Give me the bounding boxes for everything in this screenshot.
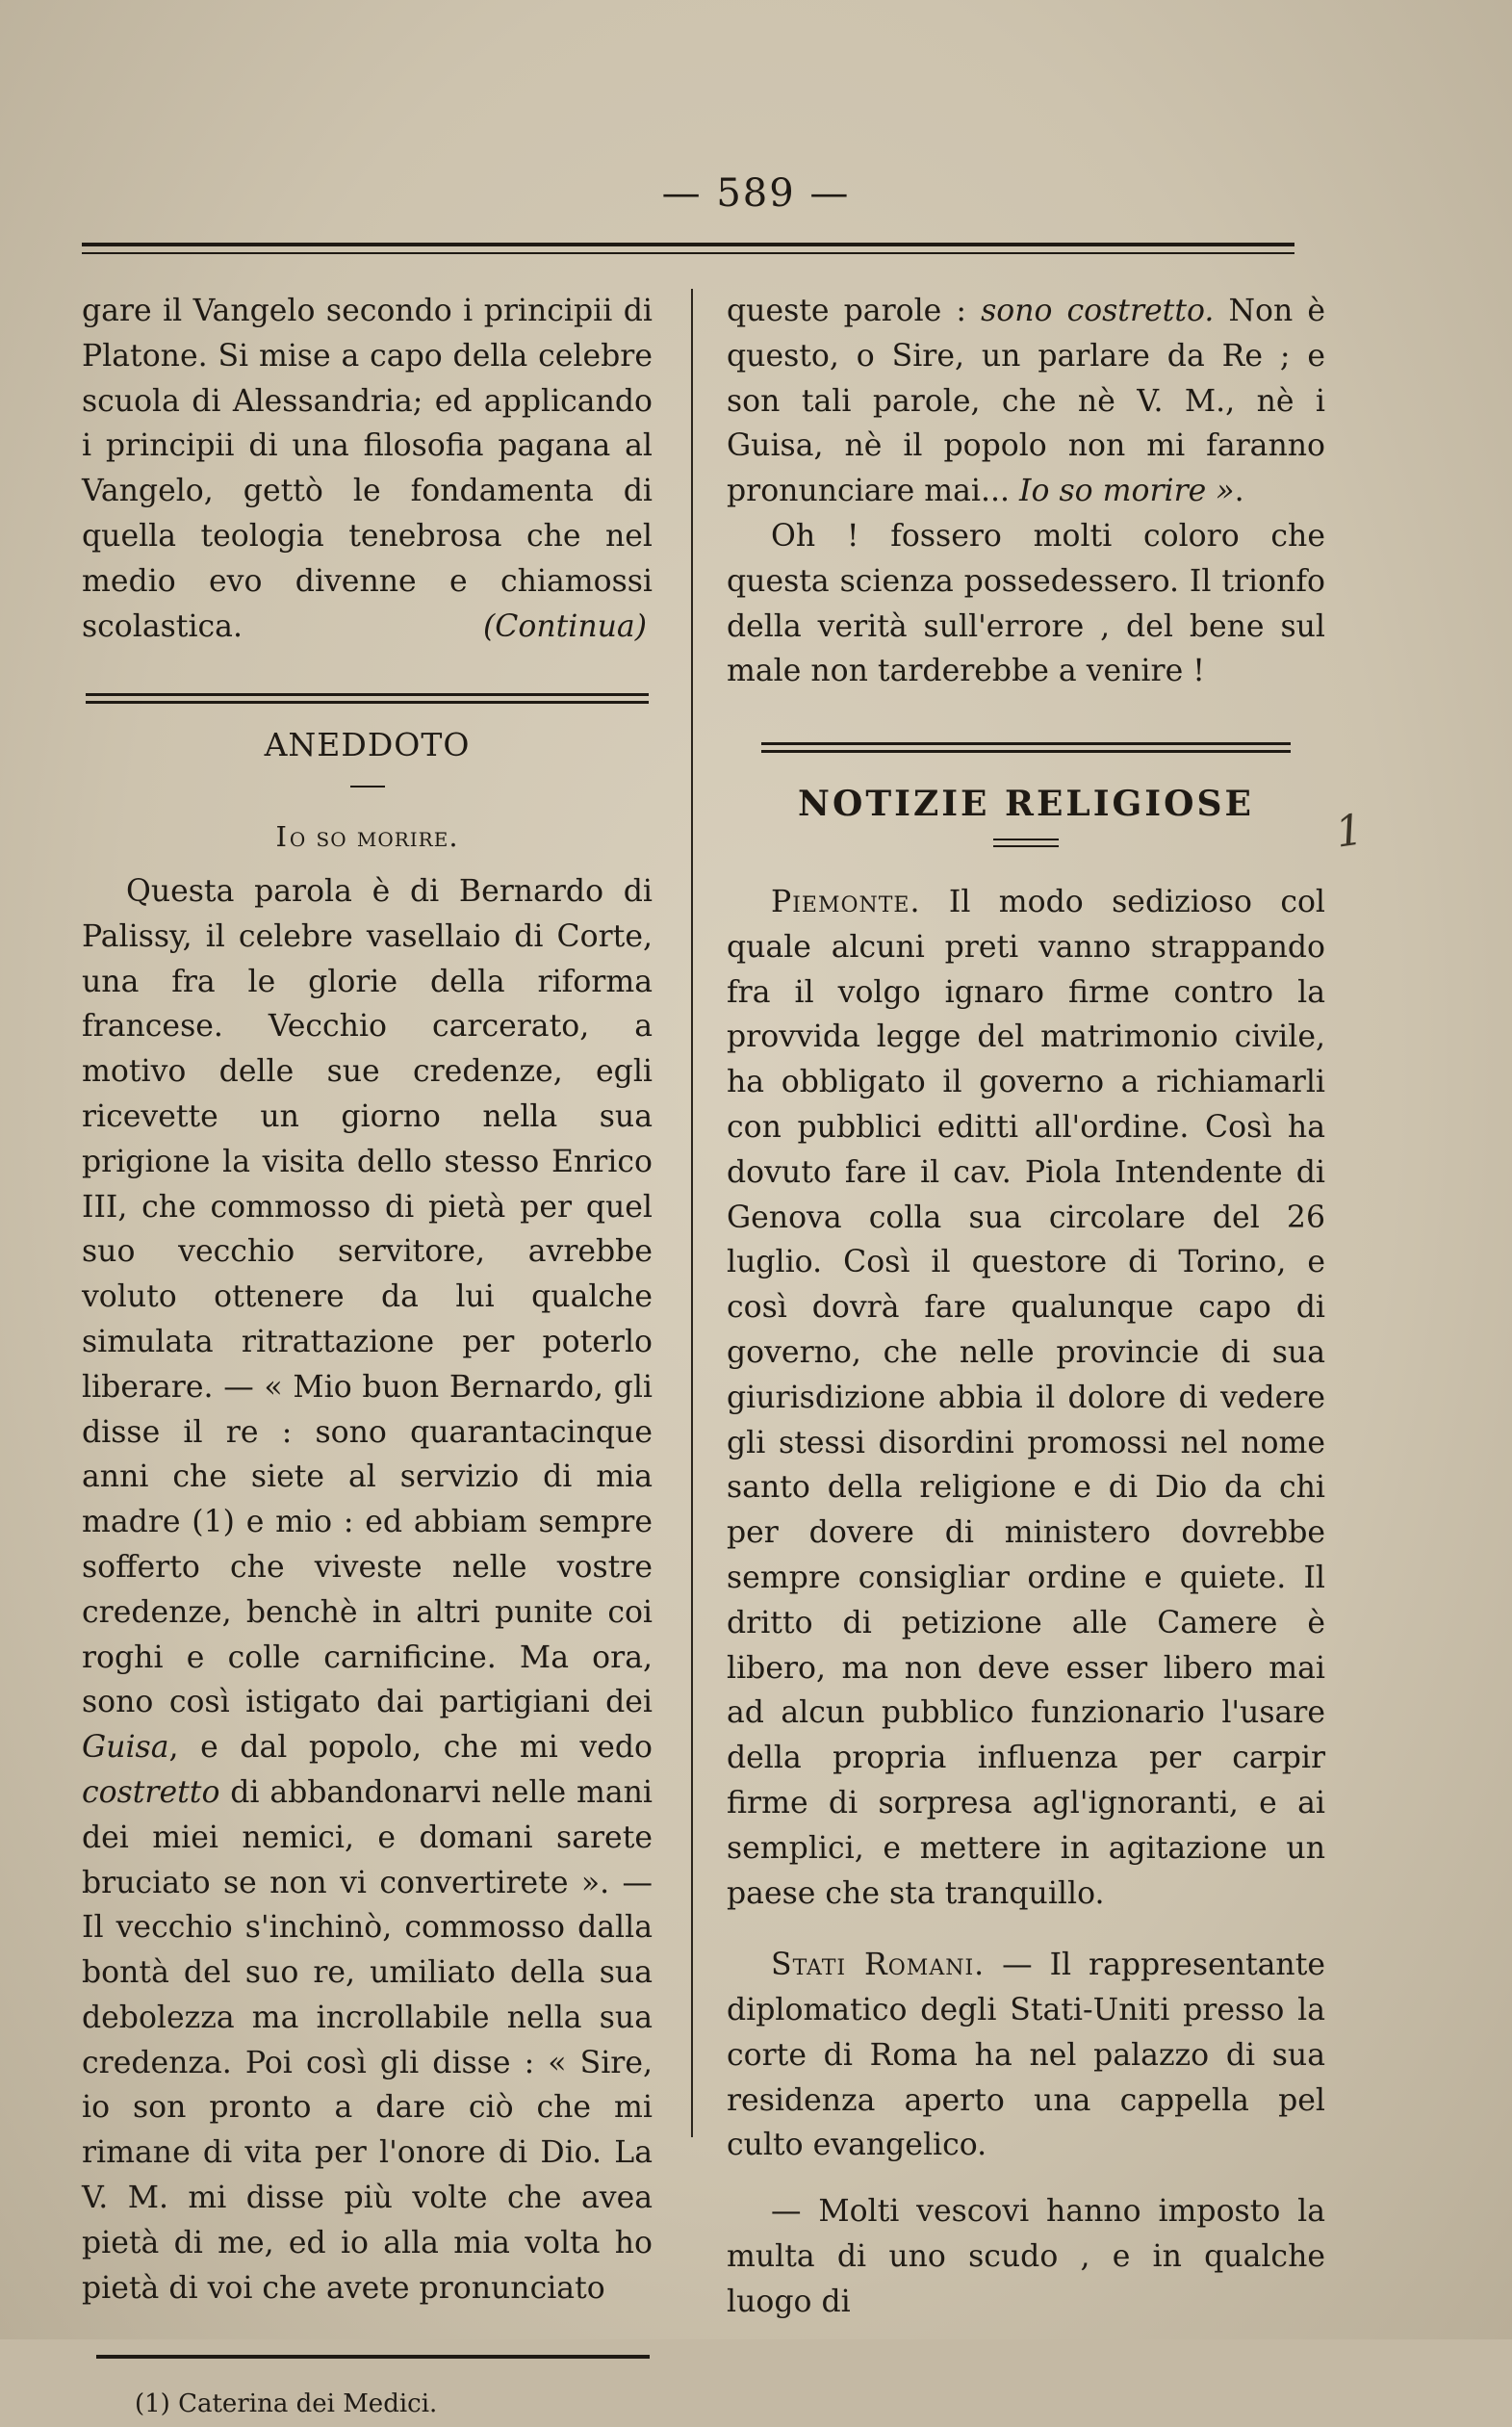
- emphasis-io-so-morire: Io so morire »: [1019, 474, 1235, 509]
- vescovi-paragraph: — Molti vescovi hanno imposto la multa di uno scudo , e in qualche luogo di: [727, 2194, 1325, 2319]
- section-separator: [86, 693, 649, 704]
- header-rule-thin: [82, 252, 1294, 254]
- section-separator: [761, 742, 1291, 753]
- paragraph-text: , e dal popolo, che mi vedo: [168, 1730, 653, 1766]
- paragraph-text: gare il Vangelo secondo i principii di Platone. Si mise a capo della celebre scuola di Alessandria; ed applicando i principii di una filosofia pagana al Vangelo, gettò le fondamenta di quella teologia tenebrosa che nel medio evo divenne e chiamossi scolastica.: [82, 294, 653, 644]
- section-title-aneddoto: ANEDDOTO: [264, 726, 471, 764]
- left-column: [82, 289, 653, 2427]
- section-title-notizie: NOTIZIE RELIGIOSE: [798, 784, 1254, 825]
- quote-conclusion: [727, 289, 1325, 514]
- piemonte-label: Piemonte.: [771, 884, 921, 919]
- paragraph-text: queste parole :: [727, 294, 966, 328]
- paragraph-text: Questa parola è di Bernardo di Palissy, il celebre vasellaio di Corte, una fra le glorie della riforma francese. Vecchio carcerato, a motivo delle sue credenze, egli ricevette un giorno nella sua prigione la visita dello stesso Enrico III, che commosso di pietà per quel suo vecchio servitore, avrebbe voluto ottenere da lui qualche simulata ritrattazione per poterlo liberare. — « Mio buon Bernardo, gli disse il re : sono quarantacinque anni che siete al servizio di mia madre (1) e mio : ed abbiam sempre sofferto che viveste nelle vostre credenze, benchè in altri punite coi roghi e colle carnificine. Ma ora, sono così istigato dai partigiani dei: [82, 873, 653, 1720]
- subtitle-initial: I: [275, 820, 290, 854]
- header-rule: [82, 243, 1294, 246]
- emphasis-guisa: Guisa: [82, 1730, 169, 1766]
- subtitle-rest: o so morire.: [289, 820, 459, 854]
- continued-paragraph: [82, 289, 653, 649]
- piemonte-paragraph: [727, 880, 1325, 1916]
- emphasis-sono-costretto: sono costretto.: [981, 294, 1215, 328]
- continua-label: (Continua): [482, 608, 647, 644]
- moral-paragraph: Oh ! fossero molti coloro che questa scienza possedessero. Il trionfo della verità sull'errore , del bene sul male non tarderebbe a venire !: [727, 518, 1325, 689]
- paragraph-text: .: [1234, 474, 1244, 509]
- page-number: — 589 —: [661, 171, 851, 216]
- anecdote-subtitle: [82, 814, 653, 860]
- paragraph-text: Non è questo, o Sire, un parlare da Re ; e son tali parole, che nè V. M., nè i Guisa, nè il popolo non mi faranno pronunciare mai...: [727, 294, 1326, 509]
- stati-romani-label: Stati Romani.: [771, 1948, 986, 1983]
- paragraph-text: di abbandonarvi nelle mani dei miei nemici, e domani sarete bruciato se non vi convertirete ». — Il vecchio s'inchinò, commosso dalla bontà del suo re, umiliato della sua debolezza ma incrollabile nella sua credenza. Poi così gli disse : « Sire, io son pronto a dare ciò che mi rimane di vita per l'onore di Dio. La V. M. mi disse più volte che avea pietà di me, ed io alla mia volta ho pietà di voi che avete pronunciato: [82, 1774, 653, 2306]
- handwritten-margin-note: 1: [1332, 805, 1367, 858]
- stati-romani-paragraph: [727, 1943, 1325, 2168]
- title-double-dash: [993, 839, 1059, 847]
- footnote: (1) Caterina dei Medici.: [135, 2389, 438, 2419]
- paragraph-text: Il modo sedizioso col quale alcuni preti vanno strappando fra il volgo ignaro firme contro la provvida legge del matrimonio civile, ha obbligato il governo a richiamarli con pubblici editti all'ordine. Così ha dovuto fare il cav. Piola Intendente di Genova colla sua circolare del 26 luglio. Così il questore di Torino, e così dovrà fare qualunque capo di governo, che nelle provincie di sua giurisdizione abbia il dolore di vedere gli stessi disordini promossi nel nome santo della religione e di Dio da chi per dovere di ministero dovrebbe sempre consigliar ordine e quiete. Il dritto di petizione alle Camere è libero, ma non deve esser libero mai ad alcun pubblico funzionario l'usare della propria influenza per carpir firme di sorpresa agl'ignoranti, e ai semplici, e mettere in agitazione un paese che sta tranquillo.: [727, 884, 1326, 1911]
- column-divider: [691, 289, 693, 2137]
- paragraph-text: — Il rappresentante diplomatico degli Stati-Uniti presso la corte di Roma ha nel palazzo di sua residenza aperto una cappella pel culto evangelico.: [727, 1948, 1326, 2163]
- anecdote-paragraph: [82, 869, 653, 2311]
- footnote-rule: [96, 2355, 650, 2359]
- right-column: [727, 289, 1325, 2325]
- title-dash: [350, 786, 385, 787]
- emphasis-costretto: costretto: [82, 1774, 220, 1810]
